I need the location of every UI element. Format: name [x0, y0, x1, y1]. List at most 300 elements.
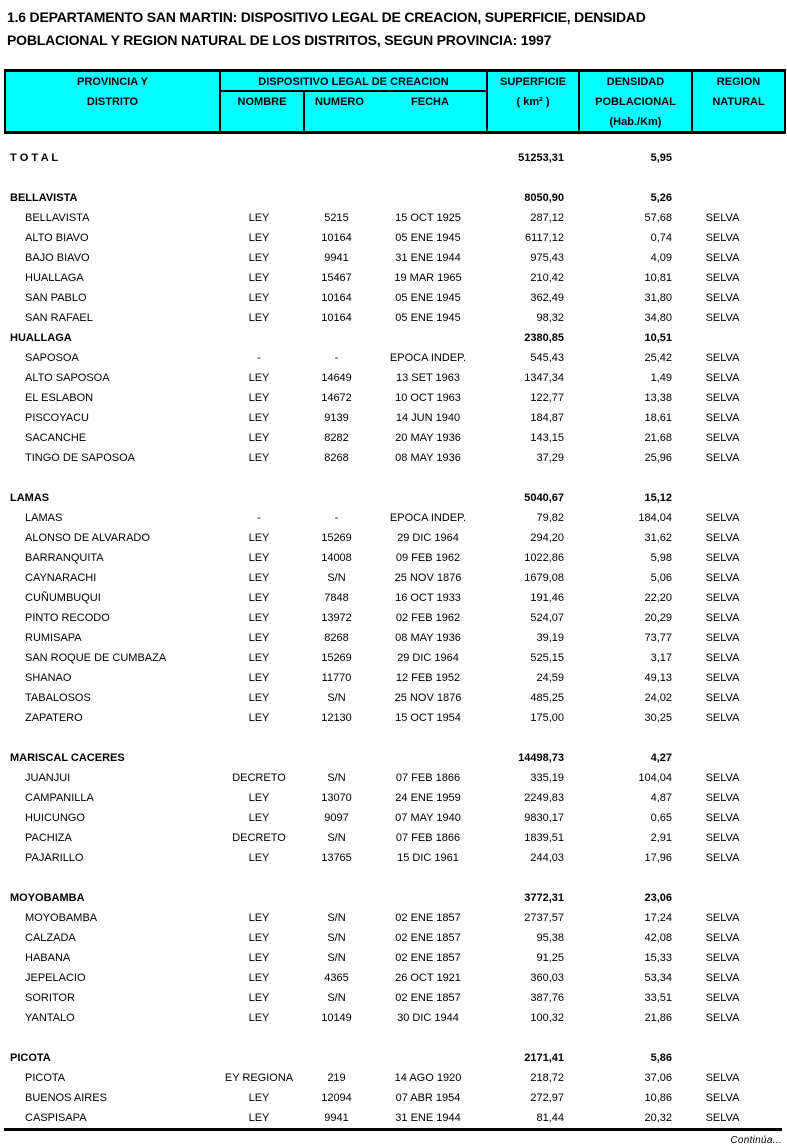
district-row — [4, 388, 782, 408]
cell-numero: 15269 — [321, 652, 352, 664]
cell-den: 33,51 — [644, 992, 672, 1004]
spacer-row — [4, 168, 782, 188]
cell-fecha: 05 ENE 1945 — [395, 232, 461, 244]
cell-reg: SELVA — [705, 932, 740, 944]
spacer-row — [4, 1028, 782, 1048]
cell-reg: SELVA — [705, 352, 740, 364]
cell-fecha: 15 OCT 1925 — [395, 212, 461, 224]
cell-nombre: LEY — [248, 1012, 270, 1024]
cell-name: EL ESLABON — [25, 392, 94, 404]
cell-reg: SELVA — [705, 992, 740, 1004]
district-row — [4, 508, 782, 528]
cell-name: HABANA — [25, 952, 71, 964]
cell-nombre: LEY — [248, 292, 270, 304]
cell-reg: SELVA — [705, 512, 740, 524]
cell-fecha — [372, 188, 484, 208]
header-fecha: FECHA — [411, 96, 449, 108]
cell-nombre: LEY — [248, 1092, 270, 1104]
cell-sup: 8050,90 — [524, 192, 564, 204]
cell-name: SHANAO — [25, 672, 72, 684]
cell-den: 1,49 — [650, 372, 672, 384]
spacer-cell — [4, 1028, 782, 1048]
cell-fecha: 02 ENE 1857 — [395, 932, 461, 944]
cell-numero: S/N — [327, 692, 346, 704]
cell-reg — [689, 188, 782, 208]
cell-numero: 12130 — [321, 712, 352, 724]
cell-reg — [689, 1048, 782, 1068]
cell-reg: SELVA — [705, 372, 740, 384]
cell-nombre: DECRETO — [232, 832, 286, 844]
cell-name: YANTALO — [25, 1012, 75, 1024]
cell-numero: 10164 — [321, 292, 352, 304]
cell-nombre: LEY — [248, 212, 270, 224]
cell-name: JUANJUI — [25, 772, 71, 784]
cell-nombre: - — [257, 352, 261, 364]
district-row — [4, 928, 782, 948]
cell-reg: SELVA — [705, 292, 740, 304]
cell-fecha: 29 DIC 1964 — [397, 652, 459, 664]
cell-fecha — [372, 328, 484, 348]
cell-reg: SELVA — [705, 652, 740, 664]
cell-nombre: LEY — [248, 972, 270, 984]
cell-name: ALTO BIAVO — [25, 232, 89, 244]
cell-reg: SELVA — [705, 312, 740, 324]
cell-sup: 287,12 — [530, 212, 564, 224]
cell-name: PICOTA — [25, 1072, 66, 1084]
cell-reg — [689, 888, 782, 908]
cell-sup: 545,43 — [530, 352, 564, 364]
district-row — [4, 348, 782, 368]
cell-name: SACANCHE — [25, 432, 87, 444]
cell-nombre — [217, 748, 301, 768]
cell-den: 30,25 — [644, 712, 672, 724]
cell-den: 0,74 — [650, 232, 672, 244]
cell-reg: SELVA — [705, 1012, 740, 1024]
cell-sup: 362,49 — [530, 292, 564, 304]
cell-fecha: 14 AGO 1920 — [394, 1072, 462, 1084]
cell-numero: 10164 — [321, 232, 352, 244]
cell-reg: SELVA — [705, 572, 740, 584]
cell-name: SORITOR — [25, 992, 75, 1004]
cell-reg: SELVA — [705, 692, 740, 704]
cell-numero: S/N — [327, 572, 346, 584]
cell-nombre — [217, 188, 301, 208]
cell-den: 53,34 — [644, 972, 672, 984]
district-row — [4, 968, 782, 988]
cell-numero: S/N — [327, 992, 346, 1004]
cell-reg: SELVA — [705, 392, 740, 404]
cell-reg: SELVA — [705, 552, 740, 564]
cell-sup: 2171,41 — [524, 1052, 564, 1064]
page-title-line1: 1.6 DEPARTAMENTO SAN MARTIN: DISPOSITIVO LEGAL DE CREACION, SUPERFICIE, DENSIDAD — [7, 9, 646, 25]
cell-name: MARISCAL CACERES — [10, 752, 125, 764]
cell-fecha: 08 MAY 1936 — [395, 632, 461, 644]
district-row — [4, 608, 782, 628]
cell-nombre: LEY — [248, 852, 270, 864]
cell-numero: 13972 — [321, 612, 352, 624]
cell-reg — [689, 488, 782, 508]
cell-reg: SELVA — [705, 972, 740, 984]
cell-den: 10,86 — [644, 1092, 672, 1104]
cell-fecha: 07 FEB 1866 — [395, 832, 461, 844]
cell-nombre: LEY — [248, 272, 270, 284]
district-row — [4, 268, 782, 288]
district-row — [4, 308, 782, 328]
cell-nombre — [217, 488, 301, 508]
cell-numero: 13765 — [321, 852, 352, 864]
cell-numero: 9941 — [324, 252, 349, 264]
cell-sup: 81,44 — [536, 1112, 564, 1124]
cell-den: 2,91 — [650, 832, 672, 844]
cell-sup: 14498,73 — [518, 752, 564, 764]
cell-numero: 14672 — [321, 392, 352, 404]
cell-sup: 335,19 — [530, 772, 564, 784]
table-header — [4, 69, 786, 134]
cell-sup: 485,25 — [530, 692, 564, 704]
cell-numero: 9941 — [324, 1112, 349, 1124]
cell-den: 37,06 — [644, 1072, 672, 1084]
cell-sup: 95,38 — [536, 932, 564, 944]
cell-reg: SELVA — [705, 432, 740, 444]
cell-den: 0,65 — [650, 812, 672, 824]
cell-numero: 7848 — [324, 592, 349, 604]
cell-den: 15,33 — [644, 952, 672, 964]
province-row — [4, 888, 782, 908]
cell-sup: 2737,57 — [524, 912, 564, 924]
district-row — [4, 848, 782, 868]
cell-reg: SELVA — [705, 212, 740, 224]
cell-sup: 387,76 — [530, 992, 564, 1004]
cell-numero: 4365 — [324, 972, 349, 984]
cell-reg: SELVA — [705, 672, 740, 684]
cell-name: CUÑUMBUQUI — [25, 592, 101, 604]
cell-sup: 39,19 — [536, 632, 564, 644]
cell-den: 31,80 — [644, 292, 672, 304]
page-title — [0, 0, 787, 52]
cell-fecha: 10 OCT 1963 — [395, 392, 461, 404]
cell-fecha: 31 ENE 1944 — [395, 1112, 461, 1124]
cell-fecha — [372, 148, 484, 168]
district-row — [4, 808, 782, 828]
cell-nombre: LEY — [248, 232, 270, 244]
cell-den: 22,20 — [644, 592, 672, 604]
cell-sup: 1839,51 — [524, 832, 564, 844]
cell-name: CALZADA — [25, 932, 76, 944]
cell-den: 3,17 — [650, 652, 672, 664]
district-row — [4, 528, 782, 548]
cell-reg: SELVA — [705, 1112, 740, 1124]
district-row — [4, 288, 782, 308]
cell-den: 17,24 — [644, 912, 672, 924]
cell-nombre: EY REGIONA — [224, 1072, 294, 1084]
cell-reg: SELVA — [705, 1092, 740, 1104]
cell-numero: S/N — [327, 772, 346, 784]
cell-numero — [301, 488, 372, 508]
cell-sup: 9830,17 — [524, 812, 564, 824]
cell-den: 104,04 — [638, 772, 672, 784]
cell-den: 4,09 — [650, 252, 672, 264]
cell-fecha: 26 OCT 1921 — [395, 972, 461, 984]
cell-nombre: DECRETO — [232, 772, 286, 784]
header-superficie: SUPERFICIE ( km² ) — [486, 72, 578, 131]
cell-name: BELLAVISTA — [25, 212, 90, 224]
cell-fecha: 30 DIC 1944 — [397, 1012, 459, 1024]
cell-fecha: 02 ENE 1857 — [395, 992, 461, 1004]
cell-nombre: LEY — [248, 372, 270, 384]
cell-reg — [689, 748, 782, 768]
cell-numero — [301, 188, 372, 208]
cell-den: 23,06 — [644, 892, 672, 904]
cell-name: SAN RAFAEL — [25, 312, 93, 324]
cell-name: PACHIZA — [25, 832, 72, 844]
cell-fecha — [372, 888, 484, 908]
cell-numero: 5215 — [324, 212, 349, 224]
cell-sup: 100,32 — [530, 1012, 564, 1024]
cell-reg: SELVA — [705, 812, 740, 824]
cell-sup: 524,07 — [530, 612, 564, 624]
cell-numero: - — [334, 352, 339, 364]
cell-fecha: 07 FEB 1866 — [395, 772, 461, 784]
cell-sup: 143,15 — [530, 432, 564, 444]
cell-name: SAPOSOA — [25, 352, 79, 364]
cell-fecha: 16 OCT 1933 — [395, 592, 461, 604]
cell-fecha: 15 DIC 1961 — [397, 852, 459, 864]
district-row — [4, 688, 782, 708]
cell-nombre: LEY — [248, 932, 270, 944]
district-row — [4, 628, 782, 648]
cell-sup: 272,97 — [530, 1092, 564, 1104]
district-row — [4, 1008, 782, 1028]
cell-sup: 2380,85 — [524, 332, 564, 344]
header-provincia-distrito: PROVINCIA Y DISTRITO — [77, 76, 148, 108]
cell-sup: 37,29 — [536, 452, 564, 464]
cell-fecha: 19 MAR 1965 — [394, 272, 462, 284]
spacer-row — [4, 468, 782, 488]
district-row — [4, 828, 782, 848]
cell-reg — [689, 328, 782, 348]
cell-reg: SELVA — [705, 1072, 740, 1084]
cell-numero: 9097 — [324, 812, 349, 824]
cell-sup: 122,77 — [530, 392, 564, 404]
cell-numero: - — [334, 512, 339, 524]
cell-numero: 10164 — [321, 312, 352, 324]
cell-den: 10,51 — [644, 332, 672, 344]
cell-den: 31,62 — [644, 532, 672, 544]
district-row — [4, 248, 782, 268]
header-dispositivo-legal: DISPOSITIVO LEGAL DE CREACION — [219, 72, 486, 92]
cell-numero: 9139 — [324, 412, 349, 424]
cell-fecha: 12 FEB 1952 — [395, 672, 461, 684]
cell-fecha: 14 JUN 1940 — [395, 412, 461, 424]
cell-nombre: LEY — [248, 392, 270, 404]
cell-fecha: 02 ENE 1857 — [395, 912, 461, 924]
cell-reg: SELVA — [705, 912, 740, 924]
header-numero: NUMERO — [303, 92, 374, 131]
cell-reg: SELVA — [705, 412, 740, 424]
district-row — [4, 448, 782, 468]
cell-sup: 1347,34 — [524, 372, 564, 384]
cell-den: 49,13 — [644, 672, 672, 684]
cell-sup: 244,03 — [530, 852, 564, 864]
cell-den: 5,26 — [650, 192, 672, 204]
spacer-row — [4, 728, 782, 748]
cell-nombre: LEY — [248, 952, 270, 964]
district-row — [4, 648, 782, 668]
district-row — [4, 1108, 782, 1128]
cell-name: PISCOYACU — [25, 412, 89, 424]
cell-name: ZAPATERO — [25, 712, 83, 724]
cell-numero — [301, 748, 372, 768]
cell-den: 25,96 — [644, 452, 672, 464]
cell-fecha: 09 FEB 1962 — [395, 552, 461, 564]
cell-numero — [301, 1048, 372, 1068]
cell-fecha: 31 ENE 1944 — [395, 252, 461, 264]
cell-name: BARRANQUITA — [25, 552, 104, 564]
cell-numero: 8268 — [324, 452, 349, 464]
cell-fecha: 25 NOV 1876 — [394, 692, 462, 704]
cell-nombre: LEY — [248, 612, 270, 624]
cell-name: JEPELACIO — [25, 972, 86, 984]
cell-den: 15,12 — [644, 492, 672, 504]
cell-den: 10,81 — [644, 272, 672, 284]
cell-sup: 191,46 — [530, 592, 564, 604]
cell-den: 25,42 — [644, 352, 672, 364]
cell-nombre — [217, 148, 301, 168]
cell-name: PINTO RECODO — [25, 612, 110, 624]
cell-numero — [301, 148, 372, 168]
cell-name: HUALLAGA — [25, 272, 84, 284]
cell-numero: 10149 — [321, 1012, 352, 1024]
cell-fecha: 05 ENE 1945 — [395, 312, 461, 324]
cell-fecha: 05 ENE 1945 — [395, 292, 461, 304]
cell-name: HUICUNGO — [25, 812, 85, 824]
cell-sup: 184,87 — [530, 412, 564, 424]
cell-numero: 14649 — [321, 372, 352, 384]
cell-sup: 79,82 — [536, 512, 564, 524]
district-row — [4, 768, 782, 788]
header-densidad: DENSIDAD POBLACIONAL (Hab./Km) — [578, 72, 691, 131]
cell-den: 20,29 — [644, 612, 672, 624]
cell-nombre: LEY — [248, 412, 270, 424]
cell-fecha: 08 MAY 1936 — [395, 452, 461, 464]
cell-numero — [301, 888, 372, 908]
cell-fecha: EPOCA INDEP. — [389, 352, 467, 364]
spacer-cell — [4, 168, 782, 188]
cell-nombre: LEY — [248, 792, 270, 804]
cell-numero: 219 — [327, 1072, 346, 1084]
cell-reg: SELVA — [705, 272, 740, 284]
cell-nombre: LEY — [248, 632, 270, 644]
cell-den: 34,80 — [644, 312, 672, 324]
cell-name: PAJARILLO — [25, 852, 84, 864]
cell-sup: 210,42 — [530, 272, 564, 284]
cell-name: BELLAVISTA — [10, 192, 78, 204]
cell-nombre: LEY — [248, 652, 270, 664]
cell-numero: 13070 — [321, 792, 352, 804]
district-row — [4, 708, 782, 728]
cell-fecha: 07 ABR 1954 — [395, 1092, 461, 1104]
district-row — [4, 208, 782, 228]
cell-reg: SELVA — [705, 592, 740, 604]
spacer-row — [4, 868, 782, 888]
cell-nombre: LEY — [248, 452, 270, 464]
cell-name: PICOTA — [10, 1052, 51, 1064]
district-row — [4, 568, 782, 588]
cell-fecha: 25 NOV 1876 — [394, 572, 462, 584]
cell-name: MOYOBAMBA — [25, 912, 98, 924]
cell-reg: SELVA — [705, 532, 740, 544]
cell-den: 57,68 — [644, 212, 672, 224]
district-row — [4, 988, 782, 1008]
cell-name: MOYOBAMBA — [10, 892, 85, 904]
cell-nombre: LEY — [248, 592, 270, 604]
cell-numero: S/N — [327, 932, 346, 944]
cell-name: BAJO BIAVO — [25, 252, 90, 264]
cell-nombre: - — [257, 512, 261, 524]
cell-den: 4,87 — [650, 792, 672, 804]
cell-fecha: EPOCA INDEP. — [389, 512, 467, 524]
cell-sup: 1022,86 — [524, 552, 564, 564]
cell-den: 20,32 — [644, 1112, 672, 1124]
header-nombre: NOMBRE — [219, 92, 303, 131]
district-row — [4, 428, 782, 448]
cell-den: 5,86 — [650, 1052, 672, 1064]
cell-name: ALONSO DE ALVARADO — [25, 532, 150, 544]
cell-nombre: LEY — [248, 532, 270, 544]
cell-sup: 24,59 — [536, 672, 564, 684]
districts-table — [4, 148, 782, 1128]
district-row — [4, 668, 782, 688]
cell-reg: SELVA — [705, 252, 740, 264]
cell-sup: 2249,83 — [524, 792, 564, 804]
cell-sup: 294,20 — [530, 532, 564, 544]
district-row — [4, 948, 782, 968]
cell-nombre: LEY — [248, 672, 270, 684]
continua-note: Continúa... — [730, 1135, 782, 1146]
cell-sup: 3772,31 — [524, 892, 564, 904]
cell-name: SAN ROQUE DE CUMBAZA — [25, 652, 167, 664]
cell-name: RUMISAPA — [25, 632, 82, 644]
cell-numero: 8282 — [324, 432, 349, 444]
cell-sup: 91,25 — [536, 952, 564, 964]
total-row — [4, 148, 782, 168]
cell-den: 42,08 — [644, 932, 672, 944]
cell-fecha: 13 SET 1963 — [395, 372, 460, 384]
cell-fecha — [372, 488, 484, 508]
cell-fecha: 15 OCT 1954 — [395, 712, 461, 724]
cell-nombre: LEY — [248, 252, 270, 264]
cell-den: 13,38 — [644, 392, 672, 404]
district-row — [4, 408, 782, 428]
cell-numero: 14008 — [321, 552, 352, 564]
cell-name: HUALLAGA — [10, 332, 72, 344]
cell-reg: SELVA — [705, 852, 740, 864]
cell-numero: 15269 — [321, 532, 352, 544]
cell-reg: SELVA — [705, 952, 740, 964]
cell-nombre — [217, 328, 301, 348]
district-row — [4, 228, 782, 248]
cell-sup: 5040,67 — [524, 492, 564, 504]
spacer-cell — [4, 468, 782, 488]
district-row — [4, 1088, 782, 1108]
table-body — [4, 148, 782, 1128]
cell-sup: 1679,08 — [524, 572, 564, 584]
cell-fecha: 02 FEB 1962 — [395, 612, 461, 624]
cell-sup: 218,72 — [530, 1072, 564, 1084]
page-title-line2: POBLACIONAL Y REGION NATURAL DE LOS DISTRITOS, SEGUN PROVINCIA: 1997 — [7, 32, 552, 48]
cell-name: T O T A L — [10, 152, 59, 164]
cell-den: 17,96 — [644, 852, 672, 864]
